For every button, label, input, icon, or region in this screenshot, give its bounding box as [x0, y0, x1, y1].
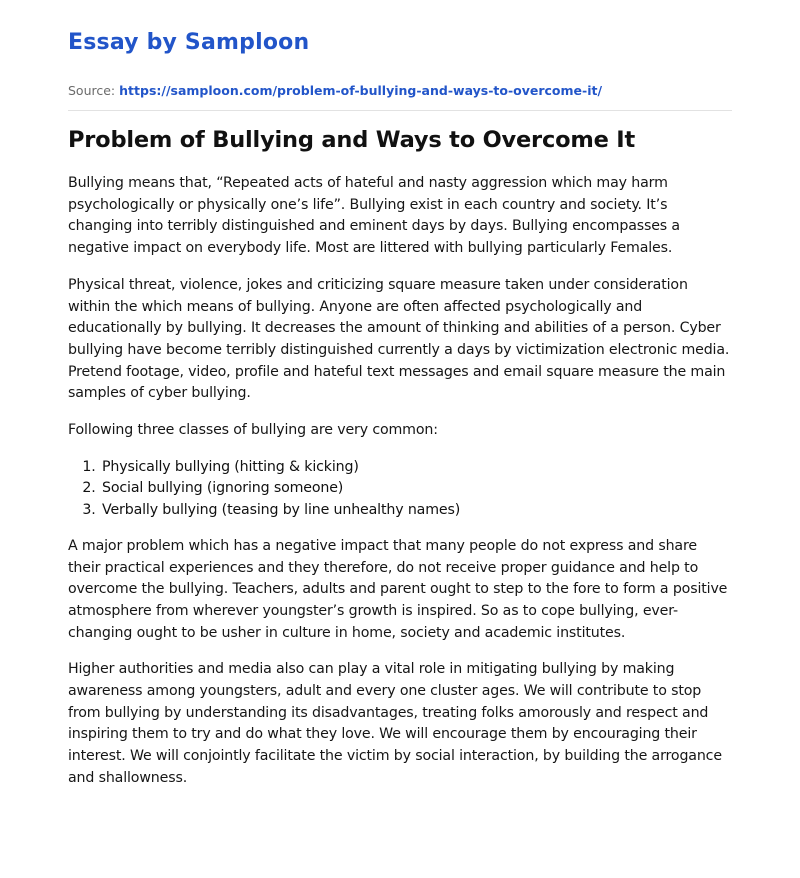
paragraph-5: Higher authorities and media also can play a vital role in mitigating bullying by making awareness among youngsters, adult and every one cluster ages. We will contribute to stop from bullying by understanding its disadvantages, treating folks amorously and respect and inspiring them to try and do what they love. We will encourage them by encouraging their interest. We will conjointly facilitate the victim by social interaction, by building the arrogance and shallowness. — [68, 661, 722, 786]
source-line — [68, 82, 732, 111]
paragraph-3: Following three classes of bullying are very common: — [68, 422, 438, 439]
paragraph-1: Bullying means that, “Repeated acts of hateful and nasty aggression which may harm psychologically or physically one’s life”. Bullying exist in each country and society. It’s changing into terribly distinguished and eminent days by days. Bullying encompasses a negative impact on everybody life. Most are littered with bullying particularly Females. — [68, 175, 680, 257]
bullying-classes-list — [68, 457, 732, 522]
brand-title[interactable]: Essay by Samploon — [68, 30, 310, 55]
paragraph-4: A major problem which has a negative impact that many people do not express and share their practical experiences and they therefore, do not receive proper guidance and help to overcome the bullying. Teachers, adults and parent ought to step to the fore to form a positive atmosphere from wherever youngster’s growth is inspired. So as to cope bullying, ever-changing ought to be usher in culture in home, society and academic institutes. — [68, 537, 728, 641]
paragraph-2: Physical threat, violence, jokes and criticizing square measure taken under consideration within the which means of bullying. Anyone are often affected psychologically and educationally by bullying. It decreases the amount of thinking and abilities of a person. Cyber bullying have become terribly distinguished currently a days by victimization electronic media. Pretend footage, video, profile and hateful text messages and email square measure the main samples of cyber bullying. — [68, 276, 730, 402]
source-label: Source: — [68, 83, 116, 98]
list-item: 2. Social bullying (ignoring someone) — [100, 478, 732, 500]
list-item: 1. Physically bullying (hitting & kicking) — [100, 457, 732, 479]
source-link[interactable]: https://samploon.com/problem-of-bullying-and-ways-to-overcome-it/ — [119, 83, 603, 98]
list-item: 3. Verbally bullying (teasing by line unhealthy names) — [100, 500, 732, 522]
article-title: Problem of Bullying and Ways to Overcome It — [68, 127, 636, 153]
